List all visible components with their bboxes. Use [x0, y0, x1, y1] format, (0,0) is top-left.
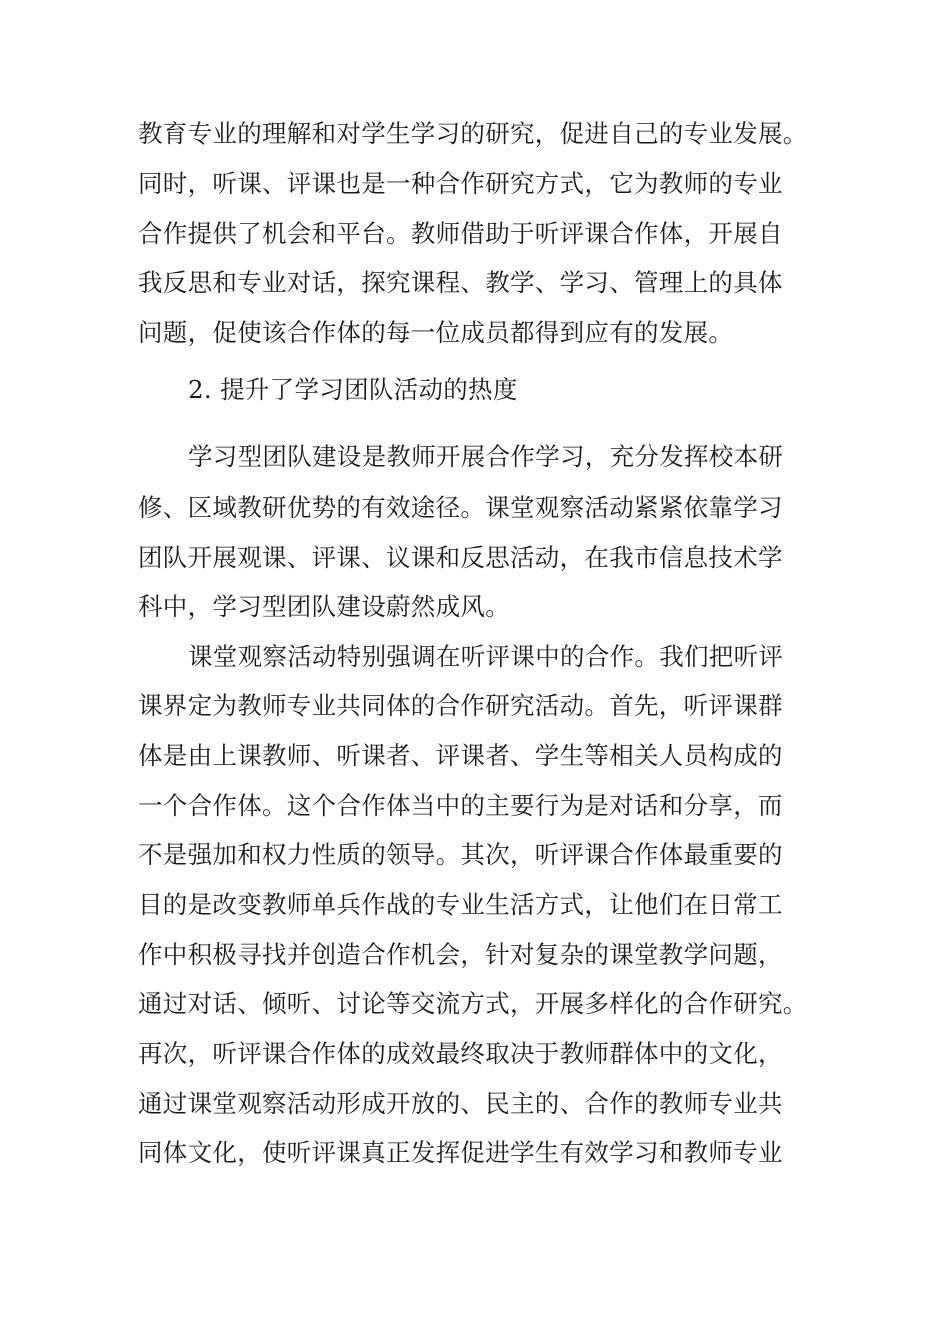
paragraph-1-line-2: 同时，听课、评课也是一种合作研究方式，它为教师的专业	[138, 169, 783, 198]
paragraph-2-line-4: 科中，学习型团队建设蔚然成风。	[138, 592, 510, 621]
section-heading: 2. 提升了学习团队活动的热度	[188, 375, 518, 404]
paragraph-2-line-2: 修、区域教研优势的有效途径。课堂观察活动紧紧依靠学习	[138, 493, 783, 522]
paragraph-3-line-7: 作中积极寻找并创造合作机会，针对复杂的课堂教学问题，	[138, 940, 783, 969]
paragraph-1-line-3: 合作提供了机会和平台。教师借助于听评课合作体，开展自	[138, 219, 783, 248]
paragraph-1-line-1: 教育专业的理解和对学生学习的研究，促进自己的专业发展。	[138, 119, 808, 148]
paragraph-3-line-8: 通过对话、倾听、讨论等交流方式，开展多样化的合作研究。	[138, 989, 808, 1018]
paragraph-3-line-6: 目的是改变教师单兵作战的专业生活方式，让他们在日常工	[138, 890, 783, 919]
paragraph-2-line-1: 学习型团队建设是教师开展合作学习，充分发挥校本研	[188, 442, 784, 471]
paragraph-1-line-5: 问题，促使该合作体的每一位成员都得到应有的发展。	[138, 318, 734, 347]
paragraph-2-line-3: 团队开展观课、评课、议课和反思活动，在我市信息技术学	[138, 543, 783, 572]
paragraph-3-line-4: 一个合作体。这个合作体当中的主要行为是对话和分享，而	[138, 791, 783, 820]
paragraph-1-line-4: 我反思和专业对话，探究课程、教学、学习、管理上的具体	[138, 268, 783, 297]
paragraph-3-line-9: 再次，听评课合作体的成效最终取决于教师群体中的文化，	[138, 1039, 783, 1068]
paragraph-3-line-5: 不是强加和权力性质的领导。其次，听评课合作体最重要的	[138, 840, 783, 869]
paragraph-3-line-10: 通过课堂观察活动形成开放的、民主的、合作的教师专业共	[138, 1089, 783, 1118]
paragraph-3-line-11: 同体文化，使听评课真正发挥促进学生有效学习和教师专业	[138, 1138, 783, 1167]
paragraph-3-line-2: 课界定为教师专业共同体的合作研究活动。首先，听评课群	[138, 691, 783, 720]
paragraph-3-line-1: 课堂观察活动特别强调在听评课中的合作。我们把听评	[188, 642, 784, 671]
paragraph-3-line-3: 体是由上课教师、听课者、评课者、学生等相关人员构成的	[138, 741, 783, 770]
